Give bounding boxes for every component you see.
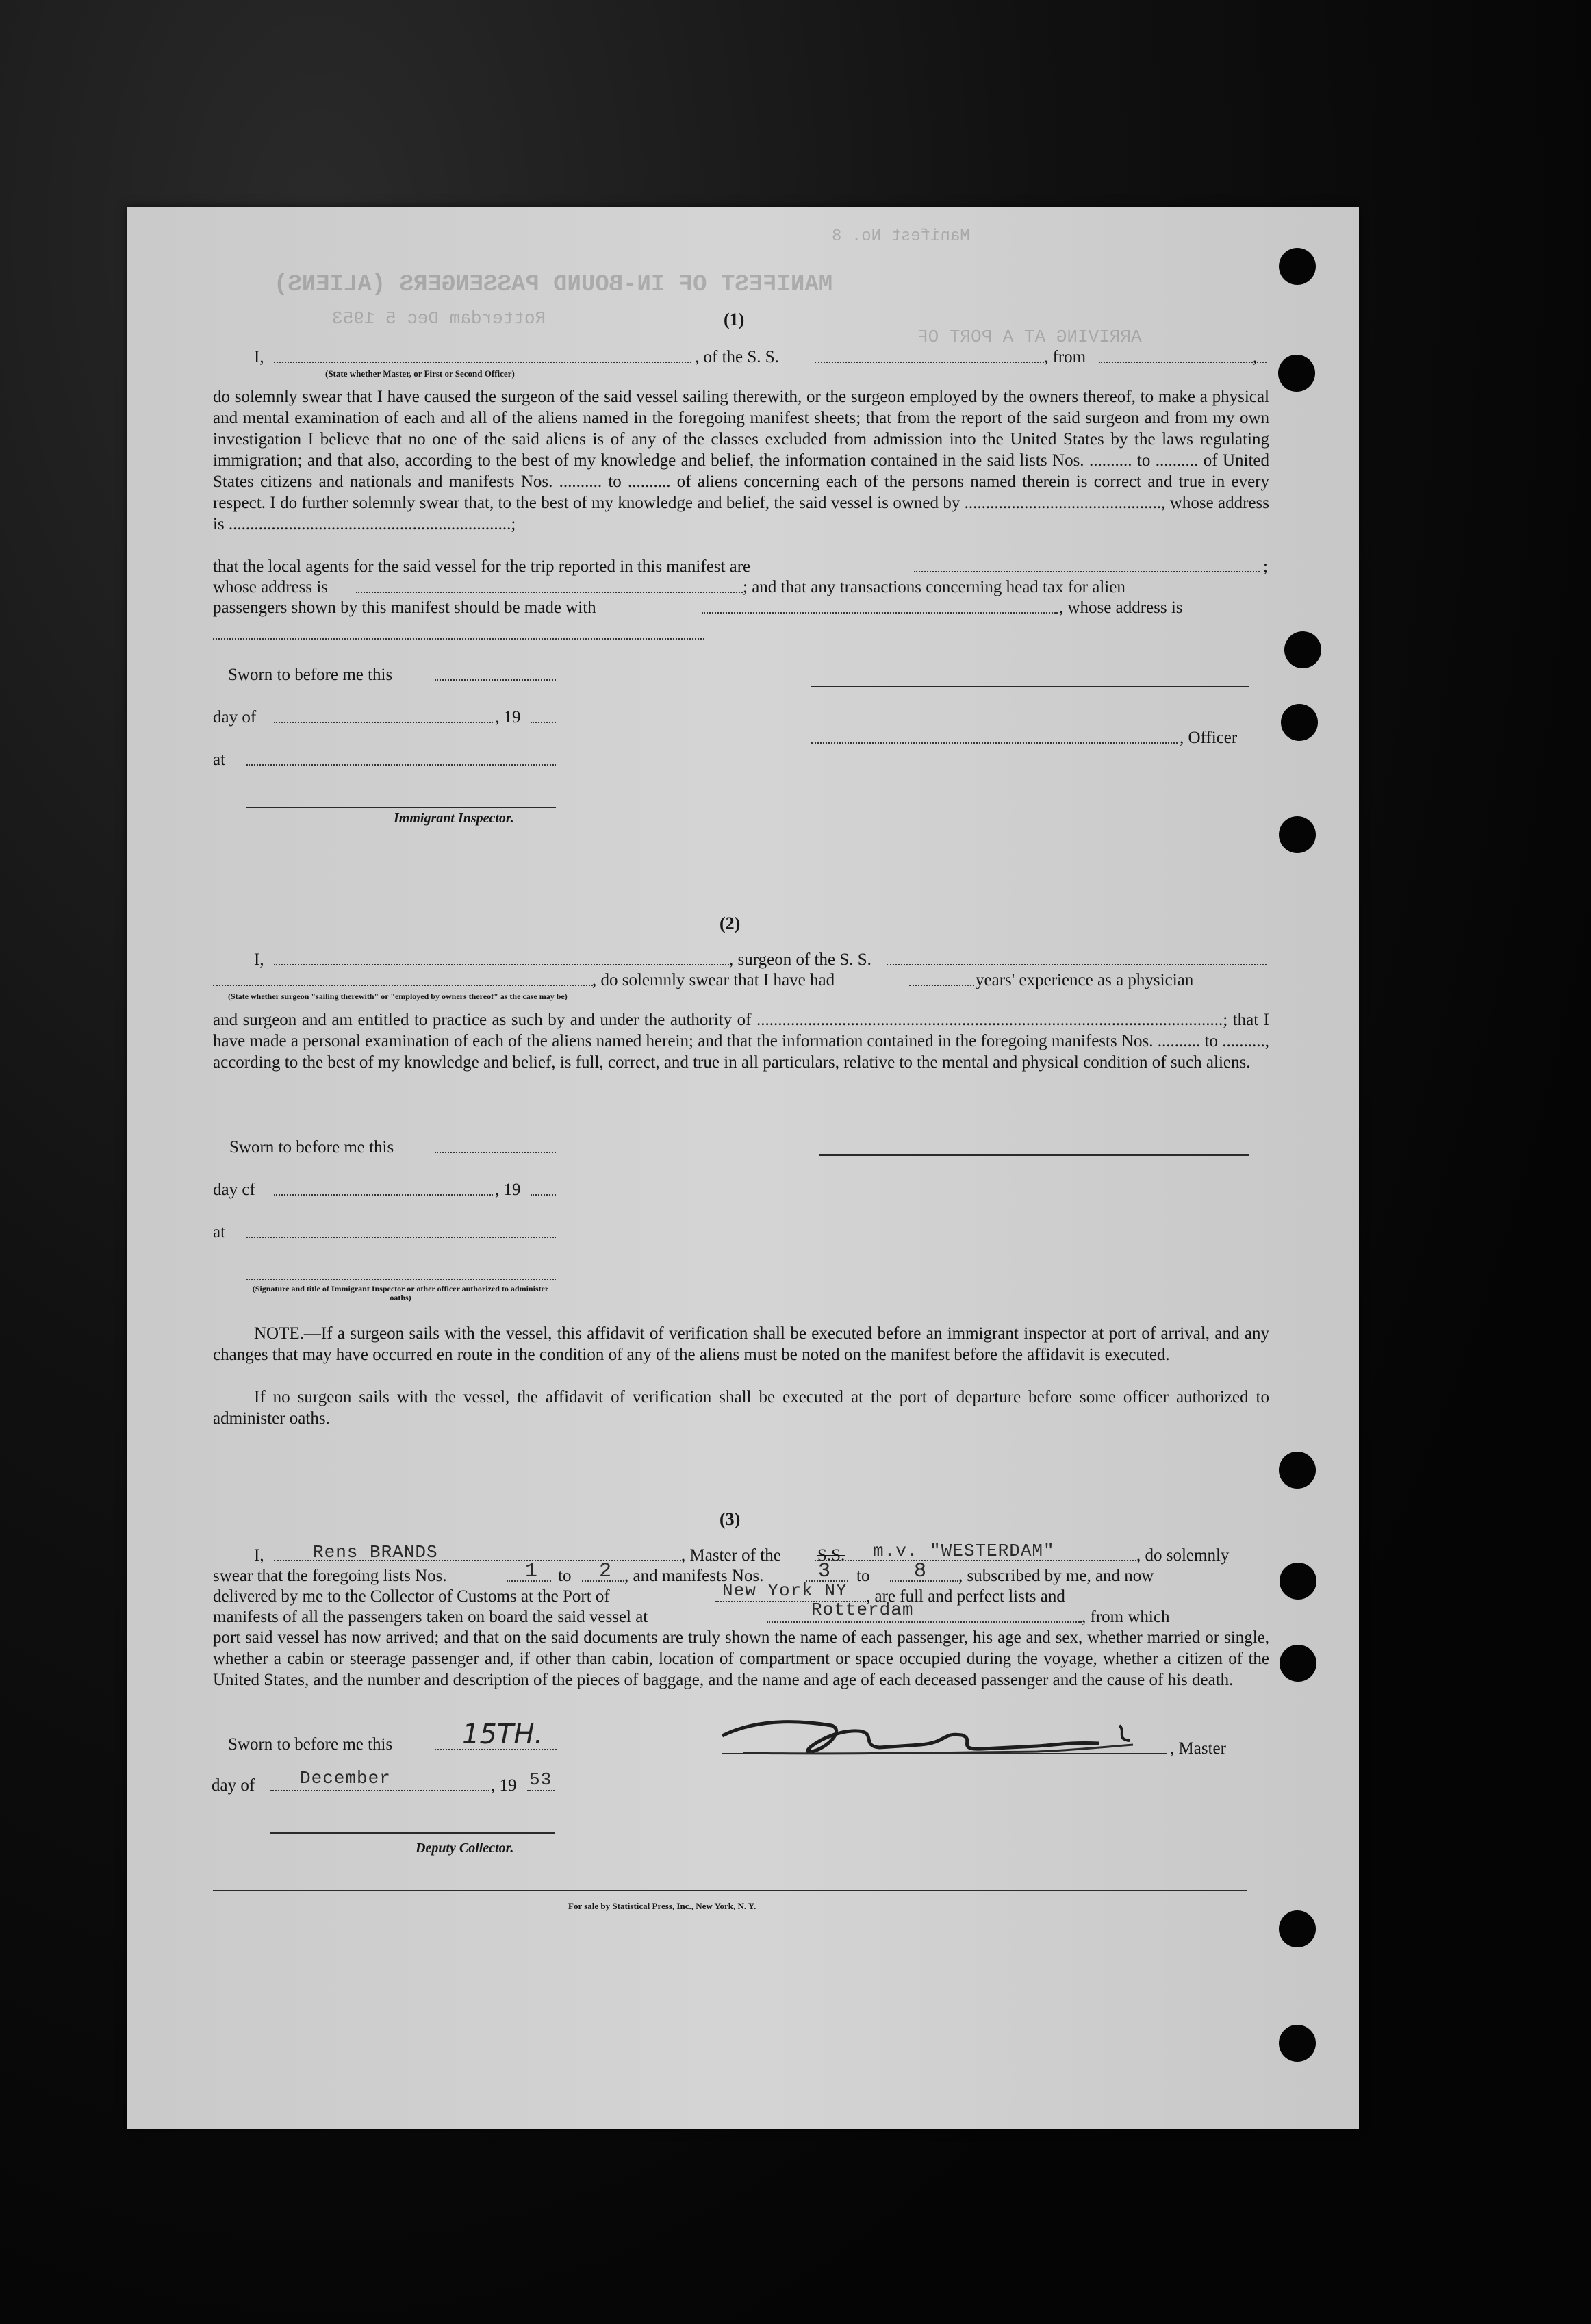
s1-from-line [1099,362,1267,363]
s3-i: I, [254,1546,264,1565]
s2-day-of: day cf [213,1180,255,1199]
ghost-manifest-no: Manifest No. 8 [832,227,970,246]
s2-years-line [909,985,974,986]
s3-vessel-name: m.v. "WESTERDAM" [873,1541,1055,1561]
s1-comma: , [1253,348,1258,366]
s3-lists-text: swear that the foregoing lists Nos. [213,1567,447,1585]
s1-day-of: day of [213,708,257,727]
binder-hole [1279,248,1316,285]
s2-sig-note: (Signature and title of Immigrant Inspector or other officer authorized to administer oaths) [252,1284,549,1302]
binder-hole [1279,1452,1316,1489]
s2-note-1: NOTE.—If a surgeon sails with the vessel, this affidavit of verification shall be executed before an immigrant inspector at port of arrival, and any changes that may have occurred en route in the condition of any of the aliens must be noted on the manifest before the affidavit is executed. [213,1324,1269,1364]
s1-whose-address-is: , whose address is [1059,598,1183,617]
s2-year-line [531,1194,556,1196]
s1-whose-address: whose address is [213,578,329,596]
s1-oath-body: do solemnly swear that I have caused the surgeon of the said vessel sailing therewith, or the surgeon employed by the owners thereof, to make a physical and mental examination of each and all of the aliens named in the foregoing manifest sheets; that from the report of the said surgeon and from my own investigation I believe that no one of the said aliens is of any of the classes excluded from admission into the United States by the laws regulating immigration; and that also, according to the best of my knowledge and belief, the information contained in the said lists Nos. .......... to .......... of United States citizens and nationals and manifests Nos. .......... to .......... of aliens concerning each of the persons named therein is correct and true in every respect. I do further solemnly swear that, to the best of my knowledge and belief, the said vessel is owned by .............................................., whose address is ..................................................................; [213,388,1269,533]
section-1-number: (1) [724,310,745,329]
s1-address-line [356,592,743,593]
binder-hole [1279,816,1316,853]
s1-from: , from [1044,348,1086,366]
s3-year-suffix: 53 [529,1769,552,1790]
s3-deputy: Deputy Collector. [416,1841,514,1856]
s3-master-name: Rens BRANDS [313,1542,438,1563]
s2-surgeon-of: , surgeon of the S. S. [729,950,871,969]
binder-hole [1279,2025,1316,2062]
s1-officer: , Officer [1180,729,1238,747]
s3-struck-ss: S.S. [817,1546,845,1565]
s3-and-manifests: , and manifests Nos. [624,1567,764,1585]
s3-man-to: 8 [914,1560,928,1583]
s3-sworn-day: 15TH. [462,1719,544,1750]
s2-at-line [246,1237,556,1238]
section-3-number: (3) [720,1509,741,1529]
s3-departure-port: Rotterdam [811,1600,914,1620]
s1-inspector-line [246,807,556,808]
s3-solemnly: , do solemnly [1136,1546,1230,1565]
s1-sig-line [811,686,1249,687]
footer-printer: For sale by Statistical Press, Inc., New York, N. Y. [568,1901,756,1911]
document-page [127,207,1359,2129]
s2-state-note: (State whether surgeon "sailing therewith" or "employed by owners thereof" as the case may be) [228,992,568,1001]
s1-year: , 19 [495,708,521,727]
binder-hole [1280,1645,1316,1682]
s3-full-perfect: , are full and perfect lists and [866,1587,1065,1606]
s2-oath-body: and surgeon and am entitled to practice as such by and under the authority of .............................................................................................................; that I have made a personal examination of each of the aliens named herein; and that the information contained in the foregoing manifests Nos. .......... to .........., according to the best of my knowledge and belief, is full, correct, and true in all particulars, relative to the mental and physical condition of such aliens. [213,1011,1269,1072]
s1-sworn-line [435,679,556,681]
s2-signature-line [246,1279,556,1280]
s2-i: I, [254,950,264,969]
s1-semi: ; [1263,557,1268,576]
s3-to-1: to [558,1567,572,1585]
s3-list-from: 1 [525,1560,539,1583]
s3-departure-line [767,1621,1082,1623]
s1-headtax-line [702,612,1058,614]
s3-port: New York NY [722,1580,848,1601]
s1-passengers: passengers shown by this manifest should be made with [213,598,596,617]
footer-rule [213,1890,1247,1891]
s3-delivered: delivered by me to the Collector of Customs at the Port of [213,1587,610,1606]
s3-from-which: , from which [1082,1608,1170,1626]
s3-day-of: day of [212,1776,255,1795]
s3-to-2: to [856,1567,870,1585]
s1-state-note: (State whether Master, or First or Second Officer) [325,368,515,379]
binder-hole [1284,631,1321,668]
binder-hole [1281,704,1318,741]
s3-year-line [527,1790,555,1791]
s2-at: at [213,1223,226,1241]
s3-man-from: 3 [818,1560,832,1583]
s3-month: December [300,1768,391,1789]
s3-year-prefix: , 19 [491,1776,517,1795]
s2-surgeon-line [274,964,729,965]
s1-transactions: ; and that any transactions concerning head tax for alien [743,578,1125,596]
ghost-date: Rotterdam Dec 5 1953 [332,308,546,329]
s1-agents: that the local agents for the said vessel for the trip reported in this manifest are [213,557,751,576]
s2-day-line [274,1194,493,1196]
s2-year: , 19 [495,1180,521,1199]
ghost-title: MANIFEST OF IN-BOUND PASSENGERS (ALIENS) [274,272,833,298]
ghost-arriving: ARRIVING AT A PORT OF [917,327,1142,347]
s1-ship-line [815,362,1044,363]
s2-status-line [213,985,593,986]
s3-master-of: , Master of the [681,1546,781,1565]
s1-day-line [274,722,493,723]
s3-oath-body: port said vessel has now arrived; and that on the said documents are truly shown the name of each passenger, his age and sex, whether married or single, whether a cabin or steerage passenger and, if other than cabin, location of compartment or space occupied during the voyage, whether a citizen of the United States, and the number and description of the pieces of baggage, and the name and age of each deceased passenger and the cause of his death. [213,1628,1269,1689]
s1-extra-line [213,638,704,640]
s3-master: , Master [1170,1739,1226,1758]
s2-years: years' experience as a physician [976,971,1194,989]
s3-sworn: Sworn to before me this [228,1735,393,1754]
s1-at-line [246,764,556,766]
s3-manifests-all: manifests of all the passengers taken on board the said vessel at [213,1608,648,1626]
master-signature [715,1712,1167,1767]
s1-of-ss: , of the S. S. [695,348,779,366]
s1-officer-line [811,742,1178,744]
s2-swear: , do solemnly swear that I have had [592,971,835,989]
s2-sworn: Sworn to before me this [229,1138,394,1157]
section-2-number: (2) [720,913,741,933]
s1-sworn: Sworn to before me this [228,666,393,684]
s2-ship-line [887,964,1267,965]
s1-agents-line [914,571,1260,572]
s2-note-2: If no surgeon sails with the vessel, the affidavit of verification shall be executed at the port of departure before some officer authorized to administer oaths. [213,1388,1269,1428]
s2-sig-line [819,1154,1249,1156]
s3-day-line [270,1790,489,1791]
s3-deputy-line [270,1832,555,1834]
s3-subscribed: , subscribed by me, and now [958,1567,1154,1585]
s1-year-line [531,722,556,723]
binder-hole [1279,1910,1316,1947]
s3-master-sig-line [722,1753,1167,1754]
s1-i: I, [254,348,264,366]
s3-list-to: 2 [599,1560,613,1583]
s1-at: at [213,750,226,769]
binder-hole [1280,1563,1316,1600]
binder-hole [1278,355,1315,392]
s1-master-line [274,362,691,363]
s2-sworn-line [435,1152,556,1153]
s1-inspector: Immigrant Inspector. [394,811,514,826]
